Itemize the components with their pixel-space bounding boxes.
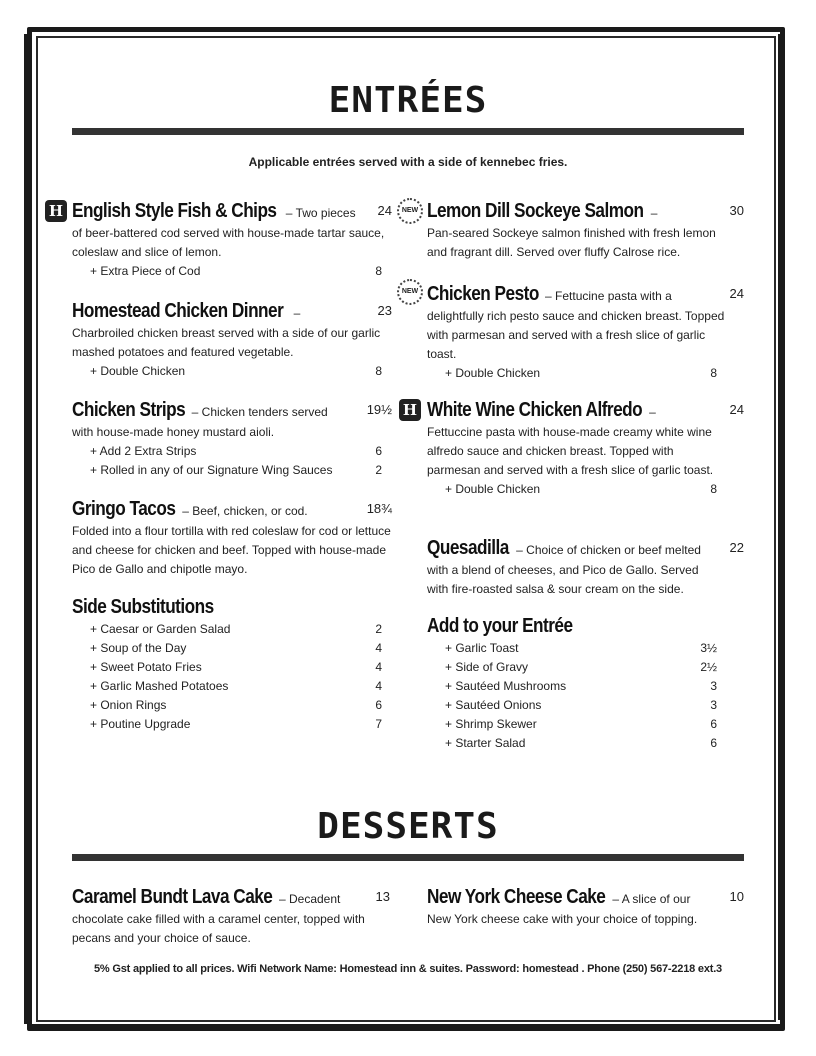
addon-label: + Shrimp Skewer <box>445 717 537 731</box>
menu-item <box>48 198 392 281</box>
dessert-item <box>72 884 390 948</box>
addon-price: 7 <box>375 717 382 731</box>
addon-price: 6 <box>710 736 717 750</box>
addon-row <box>72 362 392 381</box>
addon-row <box>72 262 392 281</box>
side-substitutions <box>72 594 392 734</box>
addon-price: 2 <box>375 463 382 477</box>
item-lead: – <box>649 405 656 419</box>
item-name: Chicken Pesto <box>427 283 539 305</box>
menu-item <box>427 535 744 599</box>
footer-note: 5% Gst applied to all prices. Wifi Network Name: Homestead inn & suites. Password: homestead . Phone (250) 567-2218 ext.3 <box>94 963 722 975</box>
addon-row <box>427 715 727 734</box>
menu-item <box>72 496 392 579</box>
addon-price: 3 <box>710 679 717 693</box>
item-name: Gringo Tacos <box>72 498 176 520</box>
menu-item <box>72 397 392 480</box>
item-price: 13 <box>375 889 390 904</box>
addon-price: 4 <box>375 679 382 693</box>
addon-label: + Side of Gravy <box>445 660 529 674</box>
item-lead: – Decadent <box>278 892 341 906</box>
addon-label: + Extra Piece of Cod <box>90 264 201 278</box>
item-price: 30 <box>729 203 744 218</box>
item-description: Charbroiled chicken breast served with a side of our garlic mashed potatoes and featured vegetable. <box>72 326 381 359</box>
addon-label: + Garlic Toast <box>445 641 519 655</box>
item-name: Chicken Strips <box>72 399 186 421</box>
addon-price: 4 <box>375 660 382 674</box>
new-item-icon: NEW <box>397 279 423 305</box>
addon-label: + Onion Rings <box>90 698 167 712</box>
border-stroke <box>40 28 780 31</box>
item-description: of beer-battered cod served with house-made tartar sauce, coleslaw and slice of lemon. <box>72 226 385 259</box>
addon-label: + Caesar or Garden Salad <box>90 622 231 636</box>
addon-price: 8 <box>710 366 717 380</box>
addon-label: + Garlic Mashed Potatoes <box>90 679 229 693</box>
menu-item <box>72 298 392 381</box>
dessert-item <box>427 884 744 929</box>
house-favorite-icon: H <box>399 399 421 421</box>
entrees-rule <box>72 128 744 135</box>
item-lead: – Beef, chicken, or cod. <box>182 504 308 518</box>
desserts-rule <box>72 854 744 861</box>
addon-label: + Sautéed Onions <box>445 698 542 712</box>
addon-row <box>427 364 727 383</box>
item-name: Caramel Bundt Lava Cake <box>72 886 273 908</box>
item-lead: – <box>650 206 658 220</box>
addon-row <box>427 696 727 715</box>
item-price: 19½ <box>366 402 392 417</box>
addon-label: + Double Chicken <box>90 364 186 378</box>
border-stroke <box>778 34 782 1020</box>
item-price: 18¾ <box>366 501 392 516</box>
item-price: 24 <box>377 203 392 218</box>
item-lead: – Two pieces <box>285 206 356 220</box>
border-stroke <box>24 34 31 1024</box>
item-price: 10 <box>729 889 744 904</box>
item-price: 23 <box>377 303 392 318</box>
addon-price: 4 <box>375 641 382 655</box>
addon-row <box>427 677 727 696</box>
item-name: New York Cheese Cake <box>427 886 606 908</box>
entrees-title: ENTRÉES <box>328 80 488 121</box>
item-name: White Wine Chicken Alfredo <box>427 399 643 421</box>
addon-label: + Soup of the Day <box>90 641 187 655</box>
addon-price: 8 <box>710 482 717 496</box>
menu-item <box>402 397 744 499</box>
addon-label: + Double Chicken <box>445 482 541 496</box>
addon-label: + Double Chicken <box>445 366 541 380</box>
section-heading: Side Substitutions <box>72 596 214 618</box>
item-description: Fettuccine pasta with house-made creamy white wine alfredo sauce and chicken breast. Topped with parmesan and served with a fresh slice of garlic toast. <box>427 425 714 477</box>
new-item-icon: NEW <box>397 198 423 224</box>
item-description: Folded into a flour tortilla with red coleslaw for cod or lettuce and cheese for chicken and beef. Topped with house-made Pico de Gallo and chipotle mayo. <box>72 524 391 576</box>
item-name: English Style Fish & Chips <box>72 200 277 222</box>
addon-row <box>72 715 392 734</box>
addon-row <box>72 442 392 461</box>
addon-row <box>427 734 727 753</box>
section-heading: Add to your Entrée <box>427 615 573 637</box>
item-lead: – Choice of chicken or beef melted <box>516 543 701 557</box>
desserts-title: DESSERTS <box>317 806 499 847</box>
addon-row <box>72 677 392 696</box>
add-to-entree <box>427 613 744 753</box>
addon-row <box>72 620 392 639</box>
addon-row <box>427 658 727 677</box>
addon-price: 8 <box>375 264 382 278</box>
addon-row <box>427 480 727 499</box>
addon-row <box>72 639 392 658</box>
item-lead: – A slice of our <box>612 892 691 906</box>
addon-price: 6 <box>710 717 717 731</box>
addon-price: 2 <box>375 622 382 636</box>
item-lead: – Chicken tenders served <box>191 405 328 419</box>
house-favorite-icon: H <box>45 200 67 222</box>
addon-label: + Sautéed Mushrooms <box>445 679 567 693</box>
border-stroke <box>30 1024 782 1030</box>
menu-item <box>401 281 744 383</box>
item-name: Quesadilla <box>427 537 509 559</box>
item-lead: – Fettucine pasta with a <box>545 289 672 303</box>
addon-price: 2½ <box>700 660 717 674</box>
addon-row <box>72 696 392 715</box>
addon-label: + Starter Salad <box>445 736 526 750</box>
menu-item <box>401 198 744 262</box>
addon-price: 3½ <box>700 641 717 655</box>
item-description: with house-made honey mustard aioli. <box>72 425 275 439</box>
addon-label: + Sweet Potato Fries <box>90 660 202 674</box>
addon-label: + Rolled in any of our Signature Wing Sauces <box>90 463 333 477</box>
item-price: 22 <box>729 540 744 555</box>
item-price: 24 <box>729 402 744 417</box>
item-name: Homestead Chicken Dinner <box>72 300 284 322</box>
item-price: 24 <box>729 286 744 301</box>
item-description: with a blend of cheeses, and Pico de Gallo. Served with fire-roasted salsa & sour cream on the side. <box>427 563 699 596</box>
addon-label: + Poutine Upgrade <box>90 717 191 731</box>
item-name: Lemon Dill Sockeye Salmon <box>427 200 644 222</box>
addon-row <box>72 461 392 480</box>
item-description: chocolate cake filled with a caramel center, topped with pecans and your choice of sauce. <box>72 912 365 945</box>
addon-price: 6 <box>375 444 382 458</box>
entrees-note: Applicable entrées served with a side of kennebec fries. <box>248 155 568 169</box>
addon-label: + Add 2 Extra Strips <box>90 444 197 458</box>
addon-price: 8 <box>375 364 382 378</box>
addon-price: 3 <box>710 698 717 712</box>
item-lead: – <box>293 306 301 320</box>
item-description: Pan-seared Sockeye salmon finished with fresh lemon and fragrant dill. Served over fluffy Calrose rice. <box>427 226 716 259</box>
addon-row <box>427 639 727 658</box>
addon-row <box>72 658 392 677</box>
addon-price: 6 <box>375 698 382 712</box>
item-description: New York cheese cake with your choice of topping. <box>427 912 698 926</box>
item-description: delightfully rich pesto sauce and chicken breast. Topped with parmesan and served with a fresh slice of garlic toast. <box>427 309 725 361</box>
